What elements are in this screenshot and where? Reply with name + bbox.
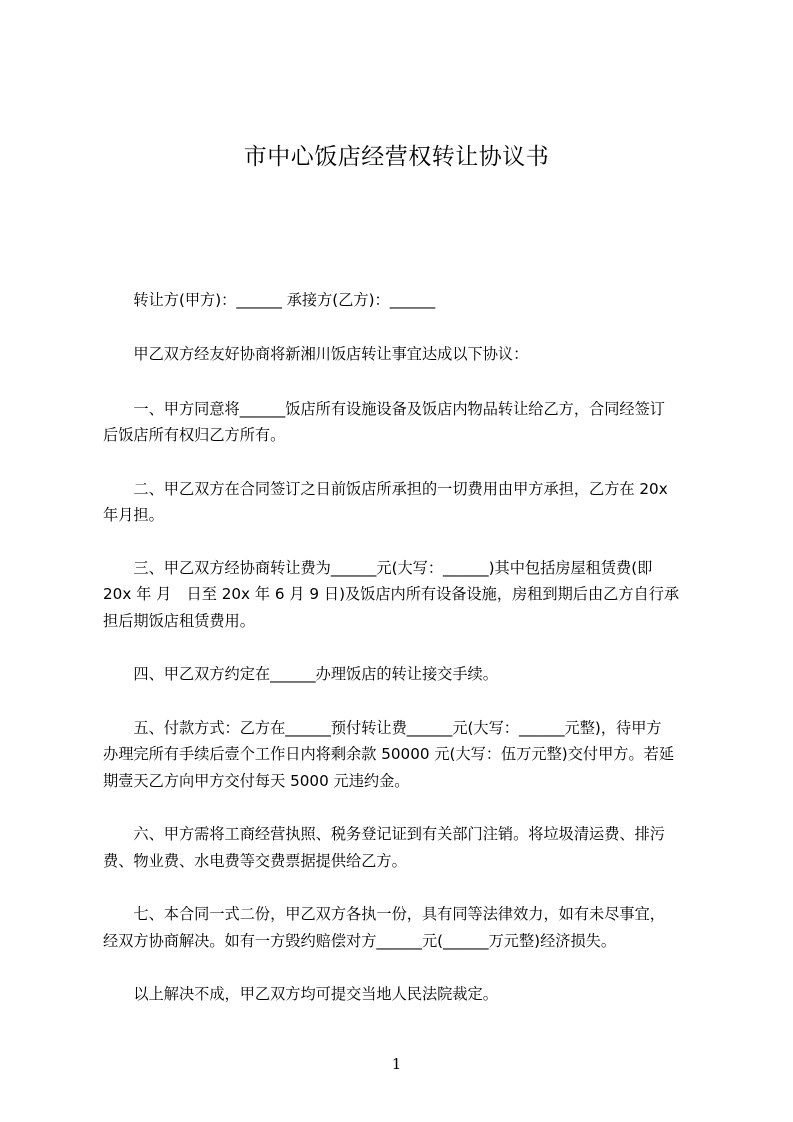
clause-5-line-2: 办理完所有手续后壹个工作日内将剩余款 50000 元(大写：伍万元整)交付甲方。若延 bbox=[103, 745, 675, 763]
clause-3-line-3: 担后期饭店租赁费用。 bbox=[103, 612, 255, 630]
clause-6-line-2: 费、物业费、水电费等交费票据提供给乙方。 bbox=[103, 852, 407, 870]
document-title: 市中心饭店经营权转让协议书 bbox=[243, 144, 550, 170]
clause-5-line-1: 五、付款方式：乙方在______预付转让费______元(大写：______元整)，待甲方 bbox=[103, 719, 662, 737]
intro-paragraph: 甲乙双方经友好协商将新湘川饭店转让事宜达成以下协议： bbox=[103, 345, 529, 363]
page-number: 1 bbox=[391, 1055, 402, 1073]
clause-7-line-2: 经双方协商解决。如有一方毁约赔偿对方______元(______万元整)经济损失。 bbox=[103, 932, 617, 950]
clause-1-line-1: 一、甲方同意将______饭店所有设施设备及饭店内物品转让给乙方，合同经签订 bbox=[103, 400, 665, 418]
clause-4-line-1: 四、甲乙双方约定在______办理饭店的转让接交手续。 bbox=[103, 665, 498, 683]
clause-3-line-1: 三、甲乙双方经协商转让费为______元(大写：______)其中包括房屋租赁费(即 bbox=[103, 559, 653, 577]
clause-3-line-2: 20x 年 月 日至 20x 年 6 月 9 日)及饭店内所有设备设施，房租到期后由乙方自行承 bbox=[103, 585, 680, 603]
clause-6-line-1: 六、甲方需将工商经营执照、税务登记证到有关部门注销。将垃圾清运费、排污 bbox=[103, 825, 665, 843]
parties-line: 转让方(甲方)：______ 承接方(乙方)：______ bbox=[103, 291, 436, 309]
dispute-resolution-paragraph: 以上解决不成，甲乙双方均可提交当地人民法院裁定。 bbox=[103, 985, 498, 1003]
clause-2-line-1: 二、甲乙双方在合同签订之日前饭店所承担的一切费用由甲方承担，乙方在 20x bbox=[103, 480, 668, 498]
clause-2-line-2: 年月担。 bbox=[103, 506, 164, 524]
clause-7-line-1: 七、本合同一式二份，甲乙双方各执一份，具有同等法律效力，如有未尽事宜， bbox=[103, 905, 665, 923]
clause-1-line-2: 后饭店所有权归乙方所有。 bbox=[103, 426, 286, 444]
clause-5-line-3: 期壹天乙方向甲方交付每天 5000 元违约金。 bbox=[103, 772, 410, 790]
